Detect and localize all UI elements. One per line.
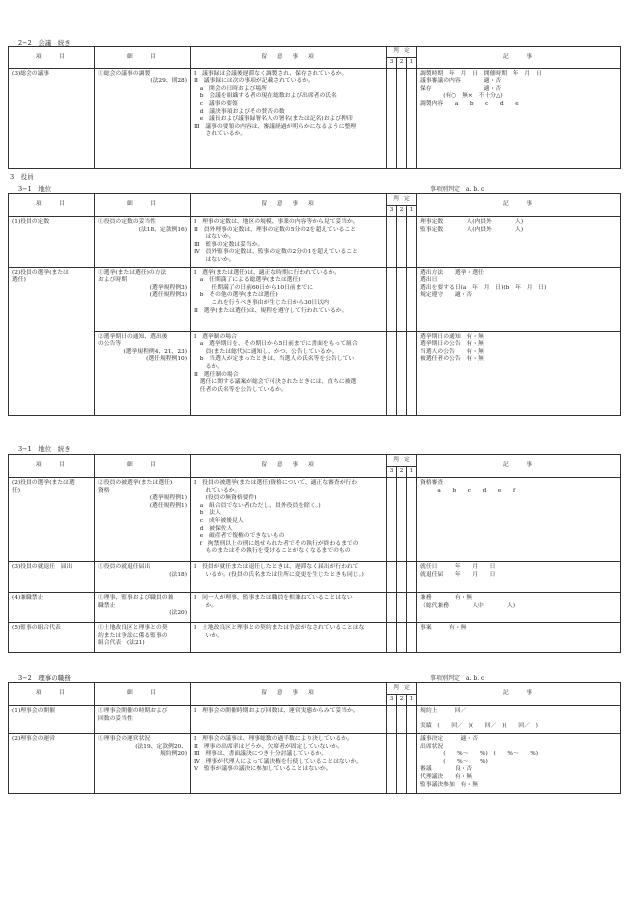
header-judge: 判 定 (387, 194, 417, 206)
text-line: 調製内容 a b c d e (420, 100, 519, 107)
item-text: (3)総会の議事 (12, 70, 50, 77)
item-text: (5)監事の組合代表 (12, 625, 61, 631)
text-line: 兼務 有・無 (420, 595, 473, 601)
text-line: 規約上 回／ (420, 708, 467, 714)
judge-cell-2[interactable] (397, 623, 407, 653)
text-line: はないか。 (194, 234, 235, 241)
notes-cell (417, 562, 621, 593)
points-cell (191, 593, 387, 623)
text-line: Ⅰ 役員の被選挙(または選任)資格について、適正な審査が行わ (194, 480, 358, 486)
text-line: c 議事の要領 (194, 100, 238, 107)
text-line: Ⅰ 役員が就任または退任したときは、遅滞なく届出が行われて (194, 564, 359, 570)
detail-text: 資格 (98, 487, 110, 494)
text-line: Ⅱ 議事録には次の事項が記載されているか。 (194, 78, 314, 85)
detail-ref: (選挙規程例3) (149, 284, 187, 291)
table-row (9, 331, 621, 415)
detail-text: ②役員の被選挙(または選任) (98, 480, 173, 486)
points-cell (191, 478, 387, 562)
text-line: いるか。(役員の氏名または住所に変更を生じたときも同じ。) (194, 571, 364, 578)
text-line: Ⅰ 理事会の議事は、理事総数の過半数により決しているか。 (194, 736, 353, 742)
judge-cell-1[interactable] (407, 734, 417, 794)
detail-ref: (法18、定款例16) (138, 226, 187, 233)
header-judge-3: 3 (387, 206, 397, 217)
text-line: b 当選人が定まったときは、当選人の氏名等を公告してい (194, 356, 355, 363)
item-text: (2)役員の選挙(または選 (12, 480, 75, 486)
text-line: 代理議決 有・無 (420, 773, 473, 780)
detail-text: 職禁止 (98, 602, 116, 609)
detail-text: 組合代表 (法21) (98, 640, 145, 647)
text-line: Ⅳ 理事が代理人によって議決権を行使していることはないか。 (194, 758, 363, 765)
text-line: 就退任届 年 月 日 (420, 571, 496, 578)
text-line: b 会議を組織する者の現在総数および出席者の氏名 (194, 93, 337, 100)
header-detail: 細 目 (95, 683, 191, 706)
item-text: 任) (12, 487, 21, 494)
detail-ref: (法29、則28) (150, 78, 187, 85)
text-line: (有○ 無× 不十分△) (420, 93, 503, 100)
judge-cell-1[interactable] (407, 562, 417, 593)
table-director-duties (8, 682, 621, 794)
judge-cell-1[interactable] (407, 593, 417, 623)
table-row (9, 562, 621, 593)
text-line: 選出日 (420, 277, 438, 284)
judge-cell-2[interactable] (397, 217, 407, 268)
detail-text: ①理事会の運営状況 (98, 736, 151, 742)
points-cell (191, 331, 387, 415)
item-text: (4)兼職禁止 (12, 595, 44, 601)
text-line: 選挙期日の公告 有・無 (420, 341, 484, 348)
header-notes: 記 事 (417, 194, 621, 217)
item-text: 選任) (12, 277, 26, 284)
judge-cell-3[interactable] (387, 478, 397, 562)
table-row (9, 68, 621, 168)
text-line: Ⅴ 監事が議事の議決に参加していることはないか。 (194, 766, 332, 773)
text-line: ( %〜 %) (420, 758, 488, 765)
header-judge: 判 定 (387, 455, 417, 467)
table-row (9, 267, 621, 331)
text-line: f 拘禁刑以上の刑に処せられた者でその執行が終わるまでの (194, 540, 359, 547)
text-line: 選挙期日の通知 有・無 (420, 333, 484, 340)
text-line: るか。 (194, 363, 223, 370)
text-line: （総代兼務 人中 人) (420, 602, 516, 609)
detail-ref: (法19、定款例20、 (135, 743, 187, 750)
points-cell (191, 217, 387, 268)
text-line: 任期満了の日前60日から10日前までに (194, 284, 314, 291)
judge-cell-3[interactable] (387, 562, 397, 593)
header-detail: 細 目 (95, 455, 191, 478)
item-text: (3)役員の就退任 届出 (12, 564, 73, 570)
text-line: 当選人の公告 有・無 (420, 348, 484, 355)
text-line: 監事定数 人(内員外 人) (420, 226, 524, 233)
header-detail: 細 目 (95, 47, 191, 69)
detail-ref: (法18) (169, 571, 187, 578)
text-line: Ⅱ 選挙(または選任)は、規程を遵守して行われているか。 (194, 307, 348, 314)
item-text: (2)役員の選挙(または (12, 269, 69, 276)
detail-ref: (選任規程例1) (149, 502, 187, 509)
judge-cell-1[interactable] (407, 478, 417, 562)
detail-text: ①選挙(または選任)の方法 (98, 269, 167, 276)
judge-cell-1[interactable] (407, 706, 417, 734)
text-line: 議事審議の内容 適・否 (420, 78, 502, 85)
table-row (9, 734, 621, 794)
judge-cell-2[interactable] (397, 706, 407, 734)
text-line: Ⅲ 議事の要領の内容は、審議経過が明らかになるように整理 (194, 123, 357, 130)
text-line: c 成年被後見人 (194, 517, 244, 524)
header-judge-1: 1 (407, 58, 417, 69)
header-item: 項 目 (9, 455, 95, 478)
text-line: Ⅰ 同一人が理事、監事または職員を相兼ねていることはない (194, 595, 353, 601)
judge-cell-2[interactable] (397, 68, 407, 168)
notes-cell (417, 593, 621, 623)
detail-text: ①総会の議事の調製 (98, 70, 151, 77)
judge-cell-1[interactable] (407, 68, 417, 168)
text-line: 就任日 年 月 日 (420, 564, 496, 570)
text-line: Ⅰ 理事会の開催時期および回数は、運営実態からみて妥当か。 (194, 708, 359, 714)
header-notes: 記 事 (417, 47, 621, 69)
text-line: 選出を要する日(a 年 月 日)(b 年 月 日) (420, 284, 547, 291)
header-judge-2: 2 (397, 467, 407, 478)
judge-cell-2[interactable] (397, 331, 407, 415)
header-judge-1: 1 (407, 695, 417, 706)
judge-cell-2[interactable] (397, 478, 407, 562)
notes-cell (417, 267, 621, 331)
judgement-label: 事項別判定 a. b. c (430, 675, 485, 682)
text-line: a 組合員でない者(ただし、員外役員を除く。) (194, 502, 321, 509)
header-judge-2: 2 (397, 206, 407, 217)
detail-ref: (選任規程例10) (146, 356, 187, 363)
text-line: れているか。 (194, 487, 241, 494)
table-row (9, 623, 621, 653)
header-points: 留 意 事 項 (191, 47, 387, 69)
header-judge-3: 3 (387, 695, 397, 706)
header-points: 留 意 事 項 (191, 683, 387, 706)
text-line: か。 (194, 602, 218, 609)
text-line: Ⅱ 員外理事の定数は、理事の定数の5分の2を超えていること (194, 226, 357, 233)
notes-cell (417, 478, 621, 562)
text-line: Ⅰ 議事録は会議後遅滞なく調製され、保存されているか。 (194, 70, 348, 77)
table-row (9, 217, 621, 268)
text-line: a 任期満了による総選挙(または選任) (194, 277, 301, 284)
detail-text: および時期 (98, 277, 127, 284)
text-line: 被選任者の公告 有・無 (420, 356, 484, 363)
judge-cell-1[interactable] (407, 217, 417, 268)
points-cell (191, 267, 387, 331)
detail-text: ①理事会開催の時期および (98, 708, 168, 714)
text-line: Ⅰ 理事の定数は、地区の規模、事業の内容等から見て妥当か。 (194, 219, 359, 225)
detail-text: ①土地改良区と理事との契 (98, 625, 168, 631)
header-judge-1: 1 (407, 467, 417, 478)
section-title-3-2: 3−2 理事の職務 (18, 674, 71, 682)
text-line: 審議 良・否 (420, 766, 473, 773)
section-subtitle-3-1: 3−1 地位 (18, 185, 52, 193)
text-line: ( %〜 %) ( %〜 %) (420, 751, 539, 758)
notes-cell (417, 331, 621, 415)
text-line: 事案 有・無 (420, 625, 467, 631)
detail-text: ①理事、監事および職員の兼 (98, 595, 174, 601)
text-line: e 破産者で復権のできないもの (194, 533, 285, 540)
text-line: 選出方法 選挙・選任 (420, 269, 484, 276)
judge-cell-2[interactable] (397, 593, 407, 623)
detail-ref: (法20) (169, 610, 187, 617)
item-text: (2)理事会の運営 (12, 736, 55, 742)
header-judge-3: 3 (387, 58, 397, 69)
text-line: (役員の無資格要件) (194, 495, 257, 502)
header-judge-3: 3 (387, 467, 397, 478)
judge-cell-3[interactable] (387, 331, 397, 415)
points-cell (191, 68, 387, 168)
detail-text: 約または争訟に係る監事の (98, 632, 168, 639)
text-line: Ⅰ 選挙制の場合 (194, 333, 237, 340)
header-points: 留 意 事 項 (191, 194, 387, 217)
text-line: Ⅱ 選任制の場合 (194, 371, 239, 378)
text-line: b 法人 (194, 510, 221, 517)
judge-cell-2[interactable] (397, 267, 407, 331)
section-title-2-2: 2−2 会議 続き (18, 39, 71, 47)
detail-text: ①役員の定数の妥当性 (98, 219, 156, 225)
text-line: 規定遵守 適・否 (420, 292, 473, 299)
section-title-3-1-cont: 3−1 地位 続き (18, 445, 71, 453)
notes-cell (417, 217, 621, 268)
text-line: Ⅲ 監事の定数は妥当か。 (194, 241, 264, 248)
text-line: Ⅲ 理事は、書面議決につき十分討議しているか。 (194, 751, 328, 758)
table-row (9, 593, 621, 623)
header-judge: 判 定 (387, 683, 417, 695)
text-line: 任者の氏名等を公告しているか。 (194, 386, 287, 393)
points-cell (191, 734, 387, 794)
item-text: (1)役員の定数 (12, 219, 50, 225)
detail-text: ①役員の就退任届出 (98, 564, 151, 570)
text-line: a 選挙期日を、その期日から5日前までに書面をもって組合 (194, 341, 358, 348)
judge-cell-3[interactable] (387, 734, 397, 794)
text-line: a 開会の日時および場所 (194, 85, 268, 92)
header-notes: 記 事 (417, 683, 621, 706)
text-line: 資格審査 (420, 480, 444, 486)
text-line: d 被保佐人 (194, 525, 233, 532)
detail-text: 回数の妥当性 (98, 715, 133, 722)
item-text: (1)理事会の開催 (12, 708, 55, 714)
judge-cell-3[interactable] (387, 267, 397, 331)
judge-cell-2[interactable] (397, 734, 407, 794)
table-officers-position (8, 193, 621, 416)
header-notes: 記 事 (417, 455, 621, 478)
judge-cell-3[interactable] (387, 68, 397, 168)
detail-text: ②選挙期日の通知、選出後 (98, 333, 168, 340)
text-line: Ⅰ 土地改良区と理事との契約または争訟がなされていることはな (194, 625, 365, 631)
text-line: されているか。 (194, 131, 247, 138)
text-line: 監事議決参加 有・無 (420, 781, 479, 788)
section-title-3: 3 役員 (10, 173, 34, 181)
detail-ref: 規約例20) (159, 751, 187, 758)
text-line: ものまたはその執行を受けることがなくなるまでのもの (194, 548, 351, 555)
header-item: 項 目 (9, 683, 95, 706)
judge-cell-3[interactable] (387, 706, 397, 734)
table-row (9, 706, 621, 734)
header-judge-1: 1 (407, 206, 417, 217)
judge-cell-3[interactable] (387, 593, 397, 623)
header-item: 項 目 (9, 47, 95, 69)
header-points: 留 意 事 項 (191, 455, 387, 478)
judge-cell-1[interactable] (407, 623, 417, 653)
header-item: 項 目 (9, 194, 95, 217)
judge-cell-1[interactable] (407, 331, 417, 415)
header-judge-2: 2 (397, 695, 407, 706)
header-detail: 細 目 (95, 194, 191, 217)
header-judge-2: 2 (397, 58, 407, 69)
text-line: 員(または総代)に通知し、かつ、公告しているか。 (194, 348, 338, 355)
judge-cell-3[interactable] (387, 623, 397, 653)
text-line: 保存 適・否 (420, 85, 502, 92)
text-line: a b c d e f (420, 487, 516, 494)
table-officers-position-continued (8, 454, 621, 653)
detail-text: の公告等 (98, 341, 122, 348)
judge-cell-2[interactable] (397, 562, 407, 593)
judge-cell-3[interactable] (387, 217, 397, 268)
text-line: 理事定数 人(内員外 人) (420, 219, 524, 225)
text-line: 出席状況 (420, 743, 444, 750)
table-row (9, 478, 621, 562)
notes-cell (417, 68, 621, 168)
points-cell (191, 706, 387, 734)
text-line: これを行うべき事由が生じた日から30日以内 (194, 299, 329, 306)
text-line: e 議長および議事録署名人の署名(または記名)および押印 (194, 116, 353, 123)
table-meeting-continued (8, 46, 621, 169)
text-line: b その他の選挙(または選任) (194, 292, 278, 299)
detail-ref: (選挙規程例4、21、23) (123, 348, 187, 355)
text-line: 調製時期 年 月 日 開催時期 年 月 日 (420, 70, 542, 77)
detail-ref: (選任規程例3) (149, 292, 187, 299)
text-line: 実績 ( 回／ )( 回／ )( 回／ ) (420, 723, 538, 730)
judgement-label: 事項別判定 a. b. c (430, 186, 485, 193)
text-line: d 議決事項およびその賛否の数 (194, 108, 285, 115)
points-cell (191, 623, 387, 653)
notes-cell (417, 623, 621, 653)
notes-cell (417, 734, 621, 794)
text-line: 選任に関する議案が総会で可決されたときには、直ちに被選 (194, 379, 357, 386)
text-line: はないか。 (194, 256, 235, 263)
detail-ref: (選挙規程例1) (149, 495, 187, 502)
text-line: いか。 (194, 632, 223, 639)
judge-cell-1[interactable] (407, 267, 417, 331)
text-line: Ⅰ 選挙(または選任)は、適正な時期に行われているか。 (194, 269, 340, 276)
text-line: 議事決定 適・否 (420, 736, 479, 742)
header-judge: 判 定 (387, 47, 417, 58)
text-line: Ⅳ 員外監事の定数は、監事の定数の2分の1を超えていること (194, 249, 358, 256)
text-line: Ⅱ 理事の出席率はどうか、欠席者が固定していないか。 (194, 743, 343, 750)
points-cell (191, 562, 387, 593)
notes-cell (417, 706, 621, 734)
